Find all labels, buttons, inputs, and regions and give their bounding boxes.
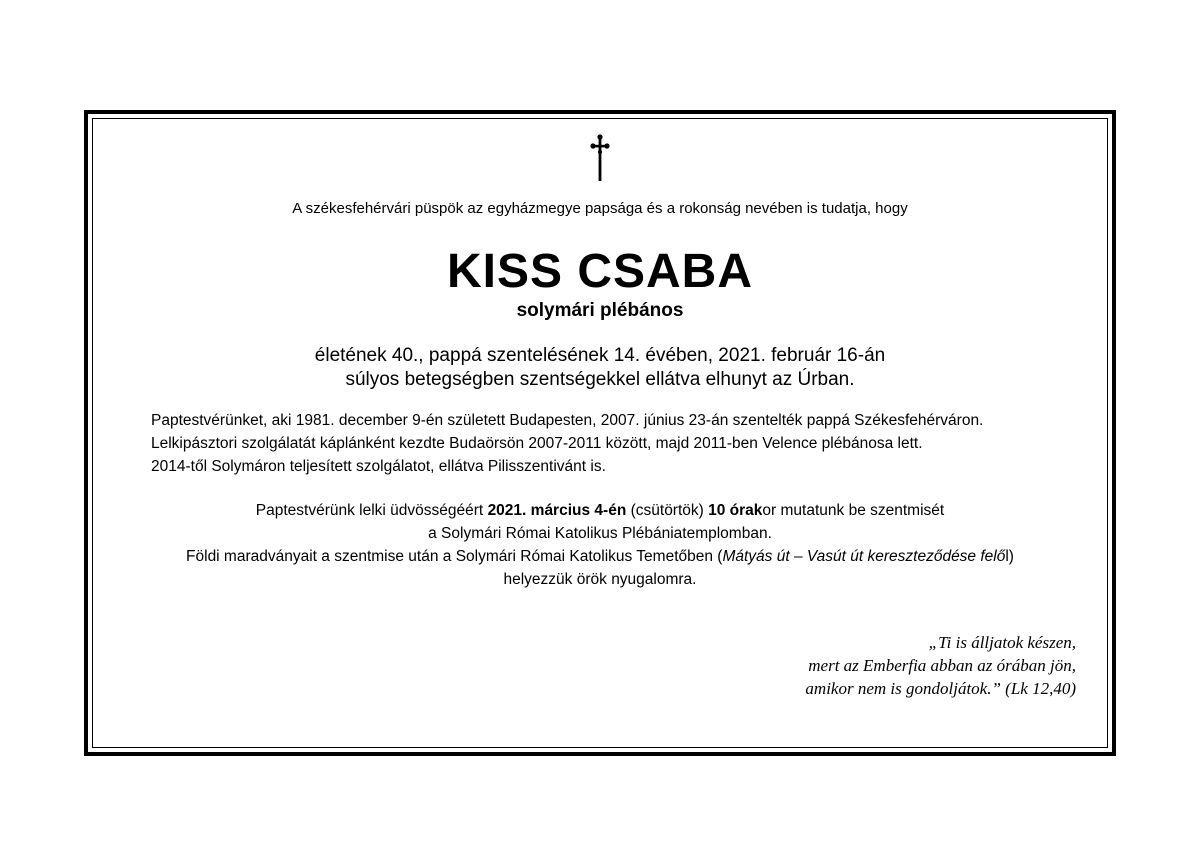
quote-line: mert az Emberfia abban az órában jön, bbox=[808, 656, 1076, 675]
quote-line: „Ti is álljatok készen, bbox=[928, 633, 1076, 652]
biography bbox=[151, 409, 1071, 478]
cross-icon bbox=[590, 134, 610, 182]
biography-line: Paptestvérünket, aki 1981. december 9-én született Budapesten, 2007. június 23-án szentelték pappá Székesfehérváron. bbox=[151, 412, 984, 429]
burial-location: Mátyás út – Vasút út kereszteződése felő bbox=[722, 548, 1006, 565]
burial-line bbox=[0, 545, 1200, 568]
quote-text: amikor nem is gondoljátok.” bbox=[805, 679, 1001, 698]
burial-line-end: helyezzük örök nyugalomra. bbox=[503, 571, 697, 588]
mass-date: 2021. március 4-én bbox=[487, 502, 627, 519]
mass-text: or mutatunk be szentmisét bbox=[762, 502, 945, 519]
burial-text: Földi maradványait a szentmise után a Solymári Római Katolikus Temetőben ( bbox=[186, 548, 723, 565]
mass-time: 10 órak bbox=[708, 502, 763, 519]
intro-text: A székesfehérvári püspök az egyházmegye papsága és a rokonság nevében is tudatja, hogy bbox=[292, 200, 908, 217]
death-line-1: életének 40., pappá szentelésének 14. évében, 2021. február 16-án bbox=[314, 345, 886, 366]
mass-text: Paptestvérünk lelki üdvösségéért bbox=[255, 502, 488, 519]
quote-line-last bbox=[805, 677, 1076, 700]
mass-line-2: a Solymári Római Katolikus Plébániatemplomban. bbox=[428, 525, 772, 542]
burial-text: l) bbox=[1005, 548, 1014, 565]
mass-text: (csütörtök) bbox=[626, 502, 709, 519]
biography-line: 2014-től Solymáron teljesített szolgálatot, ellátva Pilisszentivánt is. bbox=[151, 458, 606, 475]
mass-line-1 bbox=[0, 499, 1200, 522]
quote-reference: (Lk 12,40) bbox=[1000, 679, 1076, 698]
biography-line: Lelkipásztori szolgálatát káplánként kezdte Budaörsön 2007-2011 között, majd 2011-ben Velence plébánosa lett. bbox=[151, 435, 923, 452]
bible-quote bbox=[805, 631, 1076, 700]
deceased-name: KISS CSABA bbox=[446, 245, 754, 298]
deceased-title: solymári plébános bbox=[516, 300, 684, 321]
death-line-2: súlyos betegségben szentségekkel ellátva elhunyt az Úrban. bbox=[345, 369, 855, 390]
